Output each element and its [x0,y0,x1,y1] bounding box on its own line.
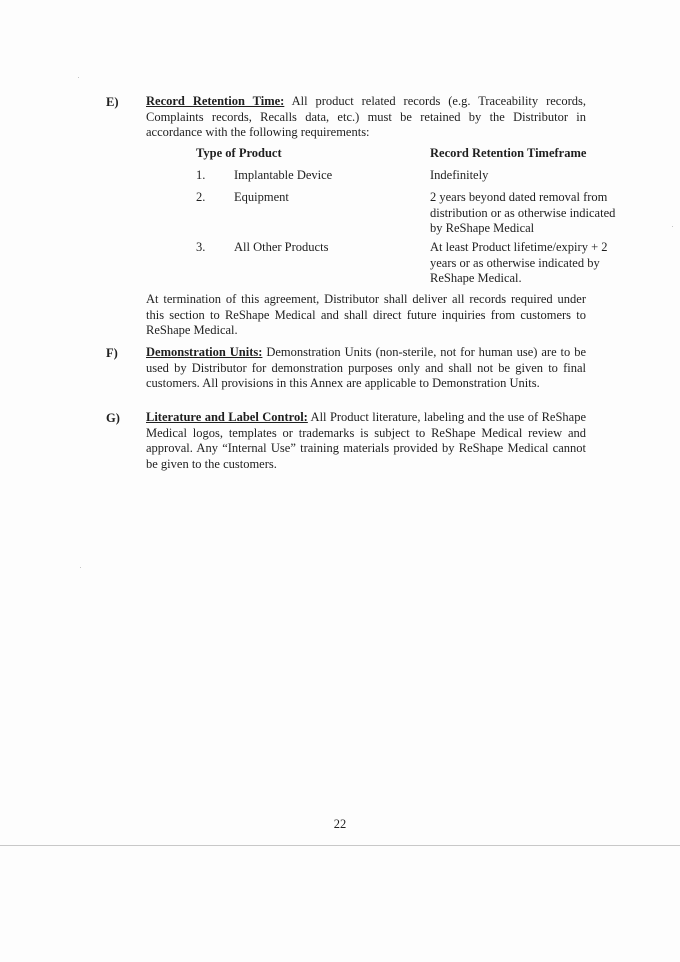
section-e-text: All product related records (e.g. Traceability records, Complaints records, Recalls data, etc.) must be retained by the Distributor in accordance with the following requirements: [146,94,586,139]
termination-paragraph: At termination of this agreement, Distributor shall deliver all records required under this section to ReShape Medical and shall direct future inquiries from customers to ReShape Medical. [146,292,586,337]
scan-speck [672,226,673,227]
section-f-text: Demonstration Units (non-sterile, not for human use) are to be used by Distributor for demonstration purposes only and shall not be given to final customers. All provisions in this Annex are applicable to Demonstration Units. [146,345,586,390]
scan-speck [78,77,79,78]
section-g-title: Literature and Label Control: [146,410,308,424]
row-timeframe: Indefinitely [430,168,489,182]
section-g-letter: G) [106,411,120,425]
table-header-type: Type of Product [196,146,282,160]
section-g-text: All Product literature, labeling and the use of ReShape Medical logos, templates or trademarks is subject to ReShape Medical review and approval. Any “Internal Use” training materials provided by ReShape Medical cannot be given to the customers. [146,410,586,471]
page-number: 22 [333,817,347,831]
row-product-type: Equipment [234,190,289,204]
row-product-type: Implantable Device [234,168,333,182]
row-product-type: All Other Products [234,240,329,254]
row-timeframe: 2 years beyond dated removal from distribution or as otherwise indicated by ReShape Medical [430,190,616,235]
section-e-body [146,94,586,141]
row-number: 3. [196,240,206,254]
section-g-body [146,410,586,472]
table-header-timeframe: Record Retention Timeframe [430,146,587,160]
row-number: 2. [196,190,206,204]
section-f-title: Demonstration Units: [146,345,263,359]
footer-divider [0,845,680,846]
scan-speck [80,567,81,568]
row-number: 1. [196,168,206,182]
section-f-letter: F) [106,346,118,360]
row-timeframe: At least Product lifetime/expiry + 2 years or as otherwise indicated by ReShape Medical. [430,240,608,285]
section-f-body [146,345,586,392]
section-e-letter: E) [106,95,119,109]
section-e-title: Record Retention Time: [146,94,285,108]
